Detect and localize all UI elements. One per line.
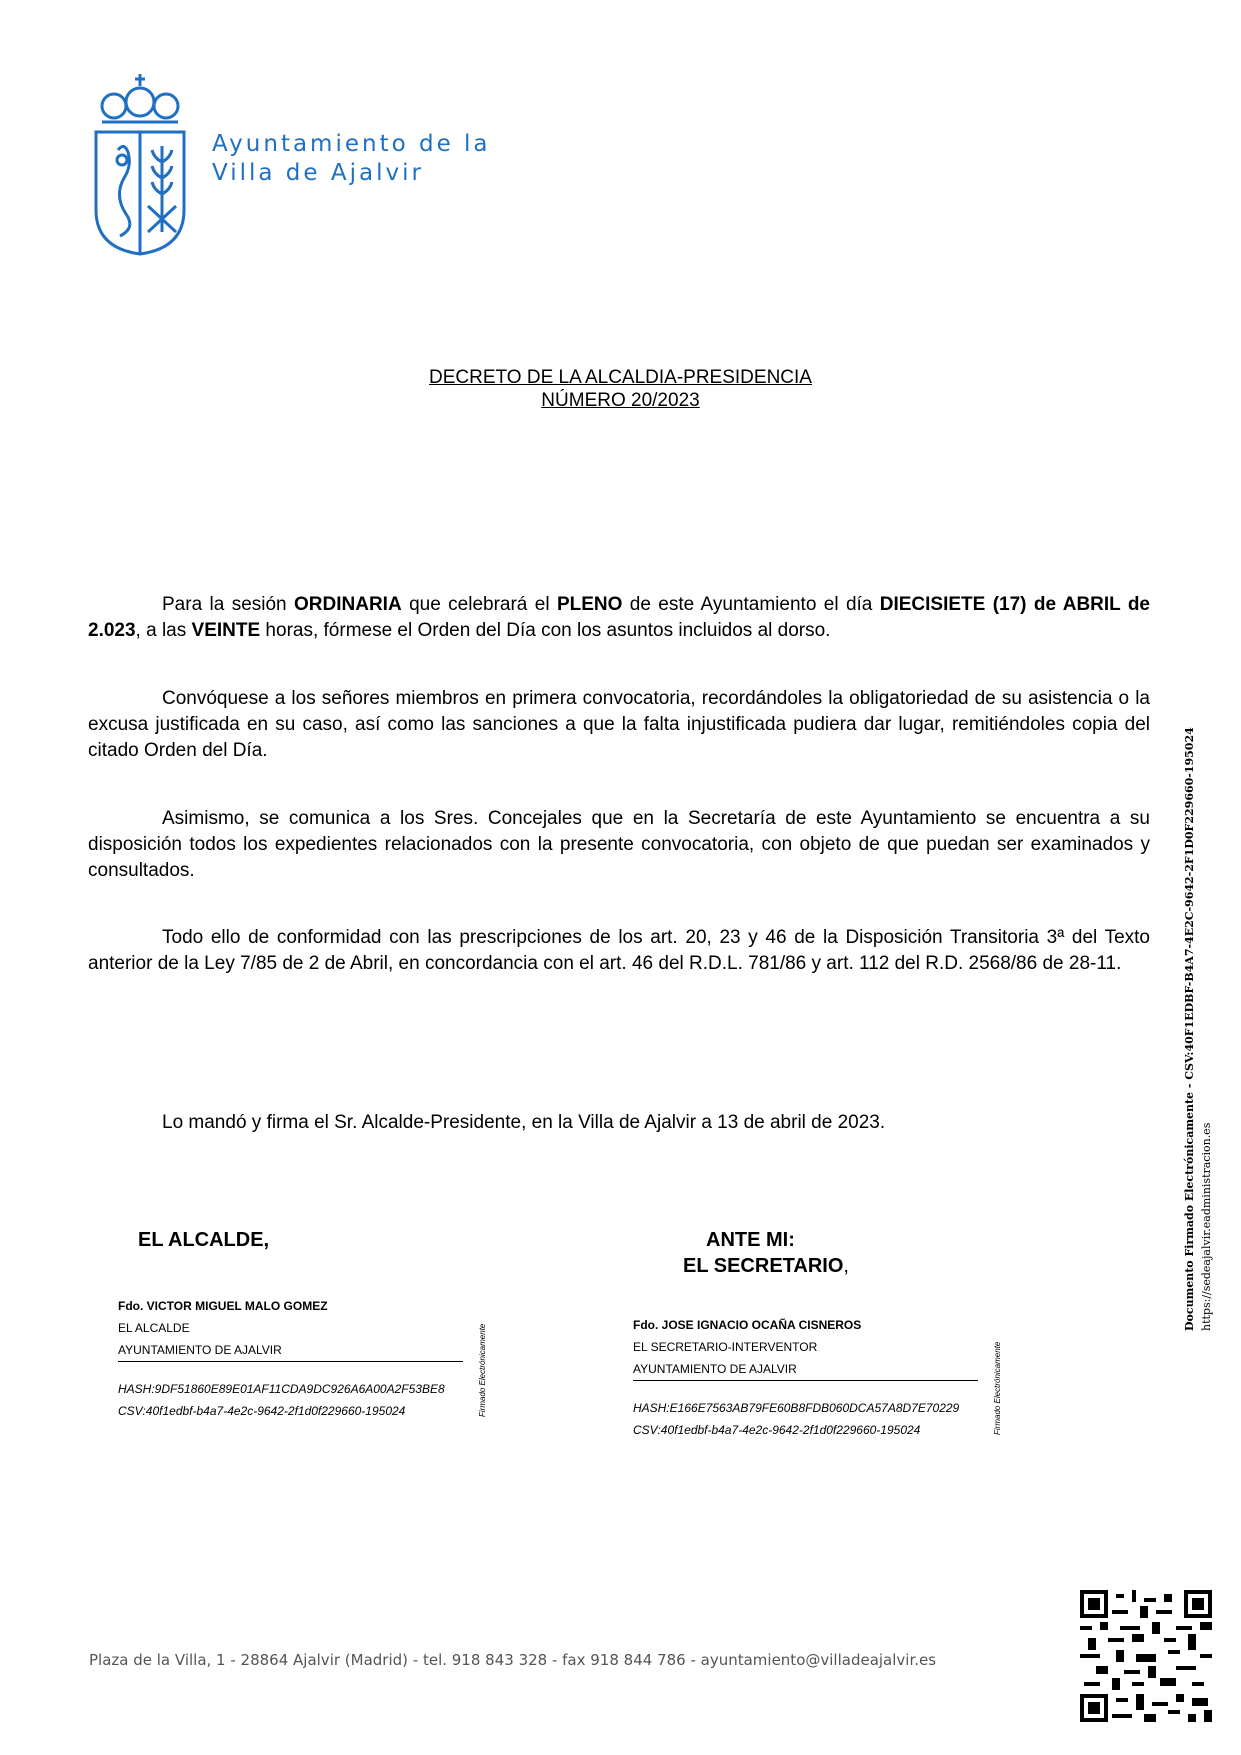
mayor-heading: EL ALCALDE, xyxy=(138,1229,270,1251)
margin-csv-text: Documento Firmado Electrónicamente - CSV:40F1EDBF-B4A7-4E2C-9642-2F1D0F229660-195024 xyxy=(1183,727,1196,1331)
mayor-name: Fdo. VICTOR MIGUEL MALO GOMEZ xyxy=(118,1299,328,1313)
qr-code-icon xyxy=(1080,1590,1212,1722)
secretary-heading: EL SECRETARIO, xyxy=(683,1255,849,1277)
paragraph-legal: Todo ello de conformidad con las prescripciones de los art. 20, 23 y 46 de la Disposición Transitoria 3ª del Texto anterior de la Ley 7/85 de 2 de Abril, en concordancia con el art. 46 del R.D.L. 781/86 y art. 112 del R.D. 2568/86 de 28-11. xyxy=(88,927,1150,974)
mayor-csv: CSV:40f1edbf-b4a7-4e2c-9642-2f1d0f229660-195024 xyxy=(118,1404,406,1418)
paragraph-session: Para la sesión ORDINARIA que celebrará el PLENO de este Ayuntamiento el día DIECISIETE (17) de ABRIL de 2.023, a las VEINTE horas, fórmese el Orden del Día con los asuntos incluidos al dorso. xyxy=(88,594,1151,641)
secretary-role: EL SECRETARIO-INTERVENTOR xyxy=(633,1340,818,1354)
decree-title: DECRETO DE LA ALCALDIA-PRESIDENCIA xyxy=(429,367,812,388)
mayor-hash: HASH:9DF51860E89E01AF11CDA9DC926A6A00A2F53BE8 xyxy=(118,1382,445,1396)
secretary-org: AYUNTAMIENTO DE AJALVIR xyxy=(633,1358,978,1381)
mayor-org: AYUNTAMIENTO DE AJALVIR xyxy=(118,1339,463,1362)
org-name-line2: Villa de Ajalvir xyxy=(212,160,424,186)
mayor-signature-block xyxy=(118,1295,463,1422)
paragraph-convocation: Convóquese a los señores miembros en primera convocatoria, recordándoles la obligatoriedad de su asistencia o la excusa justificada en su caso, así como las sanciones a que la falta injustificada pudiera dar lugar, remitiéndoles copia del citado Orden del Día. xyxy=(88,688,1150,761)
paragraph-files: Asimismo, se comunica a los Sres. Concejales que en la Secretaría de este Ayuntamiento se encuentra a su disposición todos los expedientes relacionados con la presente convocatoria, con objeto de que puedan ser examinados y consultados. xyxy=(88,808,1150,881)
decree-number: NÚMERO 20/2023 xyxy=(541,390,700,411)
secretary-signature-block xyxy=(633,1314,978,1441)
firmado-electronicamente-label: Firmado Electrónicamente xyxy=(478,1323,487,1417)
margin-url-link[interactable]: https://sedeajalvir.eadministracion.es xyxy=(1200,1122,1213,1331)
firmado-electronicamente-label: Firmado Electrónicamente xyxy=(993,1341,1002,1435)
secretary-name: Fdo. JOSE IGNACIO OCAÑA CISNEROS xyxy=(633,1318,862,1332)
org-name-line1: Ayuntamiento de la xyxy=(212,131,491,157)
footer-address: Plaza de la Villa, 1 - 28864 Ajalvir (Madrid) - tel. 918 843 328 - fax 918 844 786 - ayuntamiento@villadeajalvir.es xyxy=(89,1651,937,1669)
mayor-role: EL ALCALDE xyxy=(118,1321,190,1335)
secretary-csv: CSV:40f1edbf-b4a7-4e2c-9642-2f1d0f229660-195024 xyxy=(633,1423,921,1437)
coat-of-arms-logo xyxy=(92,72,188,256)
ante-mi-heading: ANTE MI: xyxy=(706,1229,795,1251)
secretary-hash: HASH:E166E7563AB79FE60B8FDB060DCA57A8D7E70229 xyxy=(633,1401,960,1415)
paragraph-signed: Lo mandó y firma el Sr. Alcalde-Presidente, en la Villa de Ajalvir a 13 de abril de 2023. xyxy=(162,1112,886,1133)
